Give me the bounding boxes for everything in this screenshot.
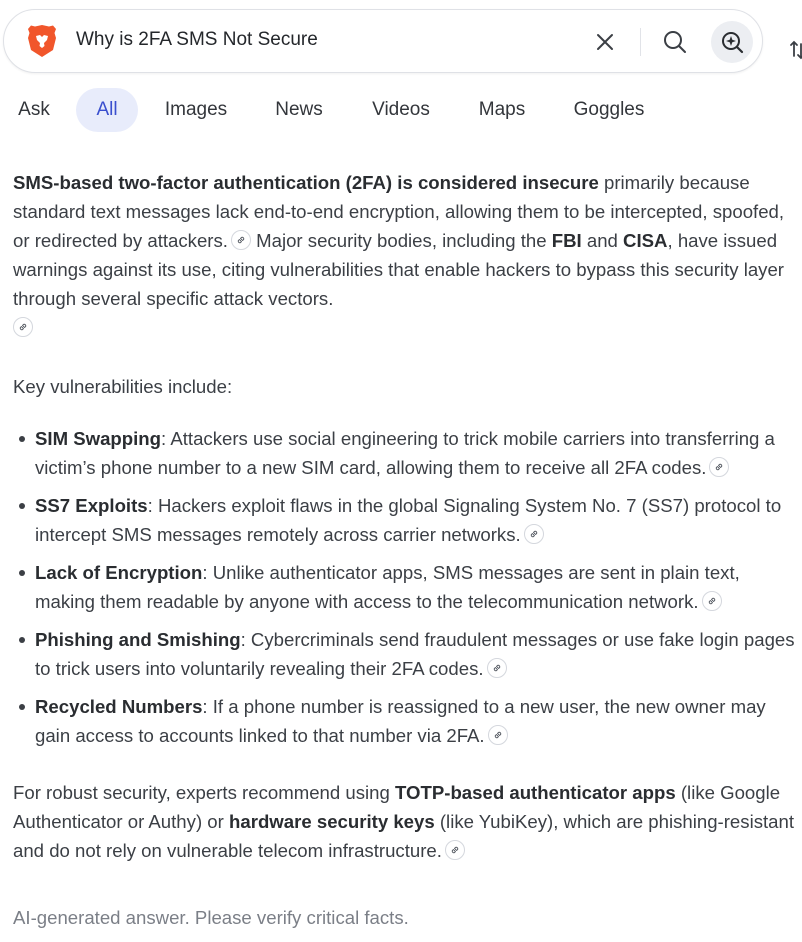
ai-sparkle-search-icon[interactable] (711, 21, 753, 63)
citation-link-icon[interactable] (231, 230, 251, 250)
citation-link-icon[interactable] (524, 524, 544, 544)
list-item-term: Recycled Numbers (35, 696, 203, 717)
search-icon[interactable] (660, 27, 690, 57)
list-item-text: : Cybercriminals send fraudulent messages or use fake login pages to trick users into voluntarily revealing their 2FA codes. (35, 629, 795, 679)
list-item-text: : Hackers exploit flaws in the global Signaling System No. 7 (SS7) protocol to intercept SMS messages remotely across carrier networks. (35, 495, 782, 545)
list-item-term: SIM Swapping (35, 428, 162, 449)
intro-text: , have issued warnings against its use, citing vulnerabilities that enable hackers to bypass this security layer through several specific attack vectors. (13, 230, 784, 309)
citation-link-icon[interactable] (702, 591, 722, 611)
vulnerability-list (13, 424, 802, 750)
list-item (13, 491, 802, 549)
intro-bold-fbi: FBI (551, 230, 582, 251)
list-item (13, 558, 802, 616)
list-item-text: : Unlike authenticator apps, SMS messages are sent in plain text, making them readable by anyone with access to the telecommunication network. (35, 562, 740, 612)
search-bar-divider (640, 28, 641, 56)
list-item (13, 625, 802, 683)
brave-lion-icon[interactable] (27, 24, 57, 58)
closing-text: (like Google Authenticator or Authy) or (13, 782, 781, 832)
search-input[interactable] (76, 29, 556, 51)
citation-link-icon[interactable] (488, 725, 508, 745)
tab-images[interactable]: Images (164, 99, 228, 120)
closing-bold-totp: TOTP-based authenticator apps (395, 782, 676, 803)
citation-link-icon[interactable] (13, 317, 33, 337)
tab-ask[interactable]: Ask (18, 99, 50, 120)
sort-arrows-icon[interactable] (788, 38, 802, 64)
closing-text: (like YubiKey), which are phishing-resistant and do not rely on vulnerable telecom infrastructure. (13, 811, 795, 861)
list-item (13, 424, 802, 482)
list-item (13, 692, 802, 750)
tab-maps[interactable]: Maps (478, 99, 526, 120)
intro-bold-cisa: CISA (623, 230, 668, 251)
key-vulnerabilities-heading: Key vulnerabilities include: (13, 376, 233, 397)
tab-videos[interactable]: Videos (372, 99, 430, 120)
ai-disclaimer: AI-generated answer. Please verify critical facts. (13, 907, 409, 928)
answer-closing (13, 778, 802, 865)
citation-link-icon[interactable] (709, 457, 729, 477)
list-item-term: Phishing and Smishing (35, 629, 241, 650)
intro-text: primarily because standard text messages lack end-to-end encryption, allowing them to be intercepted, spoofed, or redirected by attackers. (13, 172, 785, 251)
tab-goggles[interactable]: Goggles (573, 99, 645, 120)
search-bar (3, 9, 763, 73)
citation-link-icon[interactable] (487, 658, 507, 678)
list-item-term: SS7 Exploits (35, 495, 148, 516)
list-item-term: Lack of Encryption (35, 562, 203, 583)
tab-news[interactable]: News (275, 99, 323, 120)
list-item-text: : Attackers use social engineering to trick mobile carriers into transferring a victim’s phone number to a new SIM card, allowing them to receive all 2FA codes. (35, 428, 775, 478)
intro-text: and (581, 230, 624, 251)
list-item-text: : If a phone number is reassigned to a new user, the new owner may gain access to accounts linked to that number via 2FA. (35, 696, 766, 746)
ai-answer (13, 168, 802, 865)
closing-bold-hardware-keys: hardware security keys (229, 811, 435, 832)
intro-text: Major security bodies, including the (250, 230, 552, 251)
close-icon[interactable] (590, 27, 620, 57)
closing-text: For robust security, experts recommend using (13, 782, 396, 803)
citation-link-icon[interactable] (445, 840, 465, 860)
intro-bold-statement: SMS-based two-factor authentication (2FA) is considered insecure (13, 172, 599, 193)
tab-all[interactable]: All (76, 88, 138, 132)
search-tabs (0, 88, 802, 134)
answer-intro (13, 168, 802, 342)
